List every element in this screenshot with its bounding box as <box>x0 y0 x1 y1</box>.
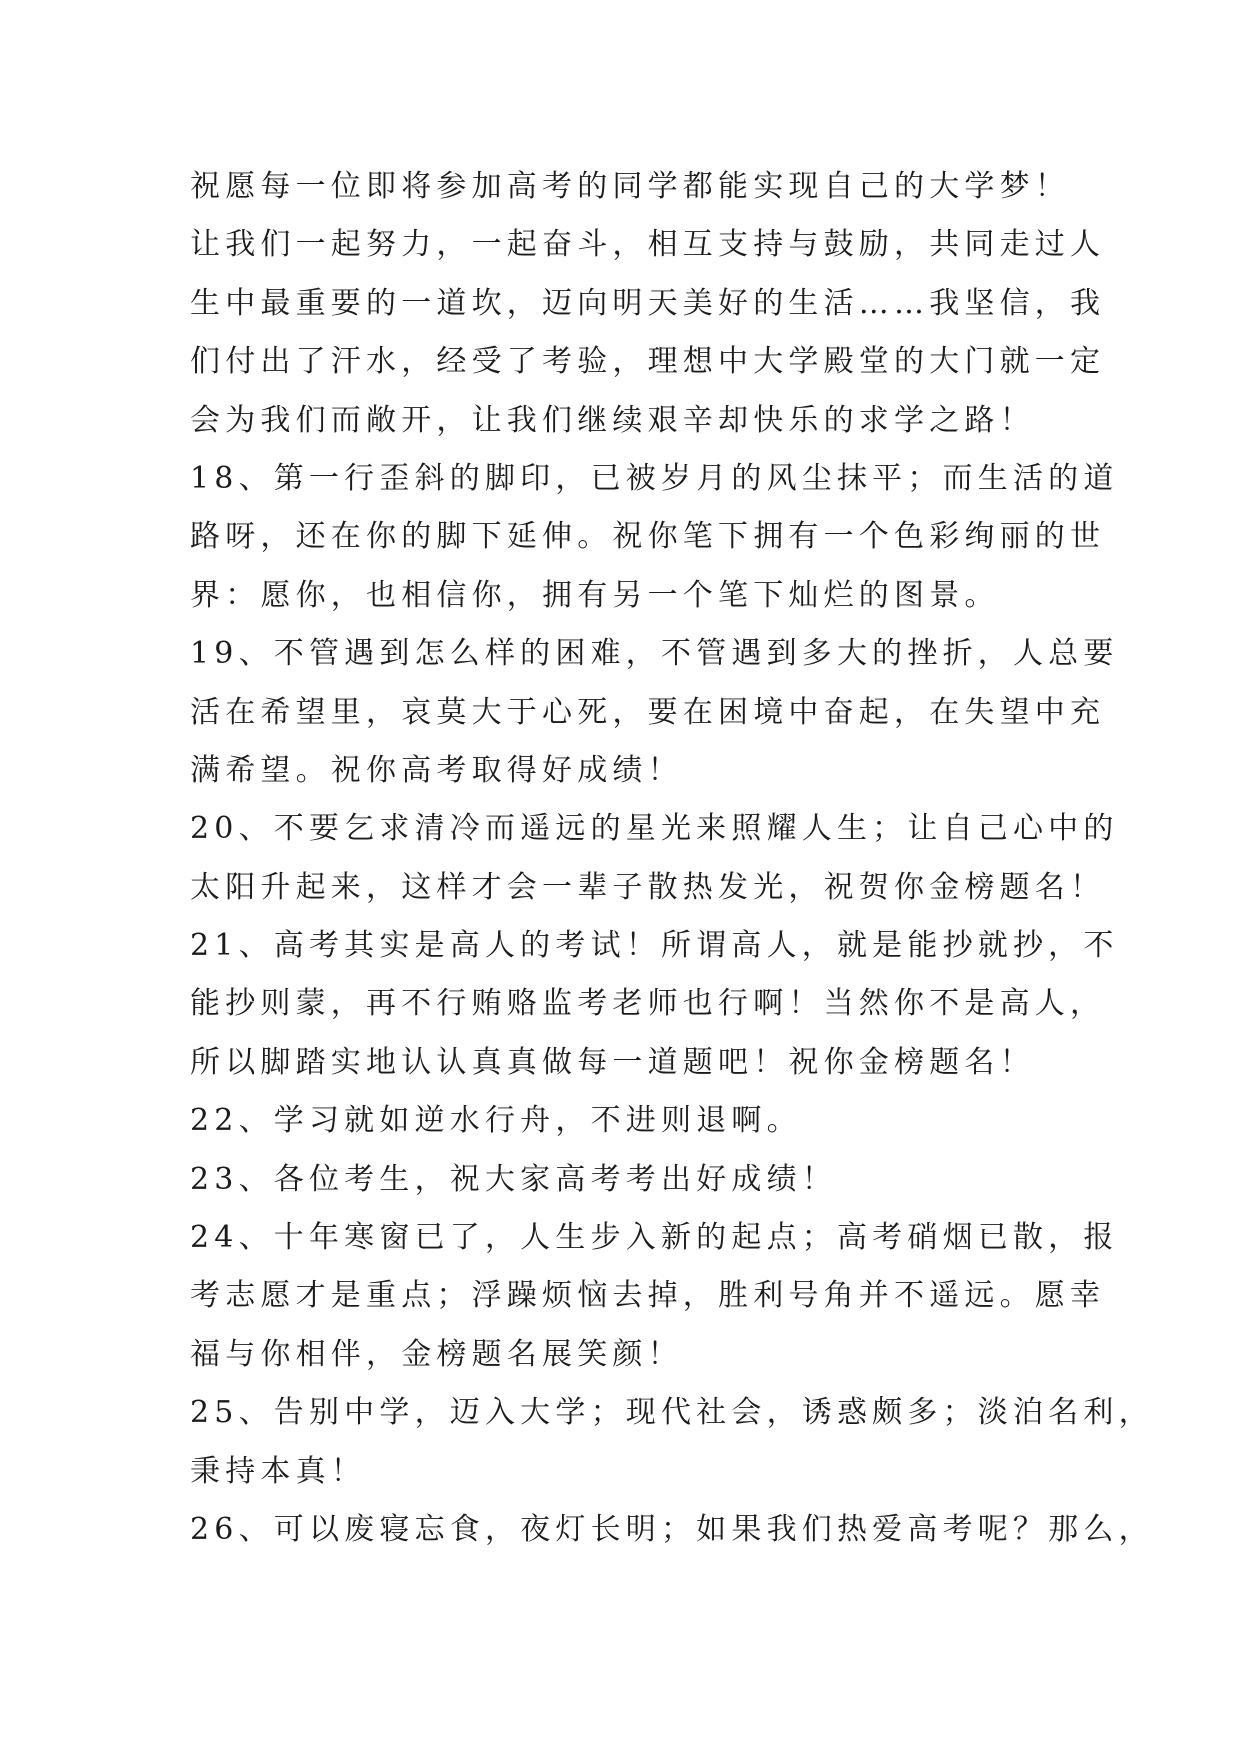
text-line: 会为我们而敞开，让我们继续艰辛却快乐的求学之路！ <box>190 402 1035 438</box>
text-line: 能抄则蒙，再不行贿赂监考老师也行啊！当然你不是高人， <box>190 986 1106 1022</box>
text-line: 满希望。祝你高考取得好成绩！ <box>190 752 683 788</box>
text-line: 福与你相伴，金榜题名展笑颜！ <box>190 1336 683 1372</box>
item-20-line: 20、不要乞求清冷而遥远的星光来照耀人生；让自己心中的 <box>190 811 1119 847</box>
text-line: 太阳升起来，这样才会一辈子散热发光，祝贺你金榜题名！ <box>190 869 1106 905</box>
text-line: 活在希望里，哀莫大于心死，要在困境中奋起，在失望中充 <box>190 694 1106 730</box>
text-line: 考志愿才是重点；浮躁烦恼去掉，胜利号角并不遥远。愿幸 <box>190 1278 1106 1314</box>
text-line: 祝愿每一位即将参加高考的同学都能实现自己的大学梦！ <box>190 169 1070 204</box>
item-25-line: 25、告别中学，迈入大学；现代社会，诱惑颇多；淡泊名利， <box>190 1395 1154 1431</box>
text-line: 让我们一起努力，一起奋斗，相互支持与鼓励，共同走过人 <box>190 227 1106 263</box>
item-18-line: 18、第一行歪斜的脚印，已被岁月的风尘抹平；而生活的道 <box>190 460 1119 496</box>
text-line: 生中最重要的一道坎，迈向明天美好的生活……我坚信，我 <box>190 285 1106 321</box>
text-line: 界：愿你，也相信你，拥有另一个笔下灿烂的图景。 <box>190 577 1000 613</box>
text-line: 秉持本真！ <box>190 1453 366 1489</box>
body-text <box>190 158 1154 1559</box>
text-line: 所以脚踏实地认认真真做每一道题吧！祝你金榜题名！ <box>190 1044 1035 1080</box>
item-22-line: 22、学习就如逆水行舟，不进则退啊。 <box>190 1103 802 1139</box>
item-26-line: 26、可以废寝忘食，夜灯长明；如果我们热爱高考呢？那么， <box>190 1511 1154 1547</box>
item-19-line: 19、不管遇到怎么样的困难，不管遇到多大的挫折，人总要 <box>190 636 1119 672</box>
text-line: 们付出了汗水，经受了考验，理想中大学殿堂的大门就一定 <box>190 344 1106 380</box>
item-23-line: 23、各位考生，祝大家高考考出好成绩！ <box>190 1161 837 1197</box>
item-21-line: 21、高考其实是高人的考试！所谓高人，就是能抄就抄，不 <box>190 928 1119 964</box>
text-line: 路呀，还在你的脚下延伸。祝你笔下拥有一个色彩绚丽的世 <box>190 519 1106 555</box>
item-24-line: 24、十年寒窗已了，人生步入新的起点；高考硝烟已散，报 <box>190 1220 1119 1256</box>
